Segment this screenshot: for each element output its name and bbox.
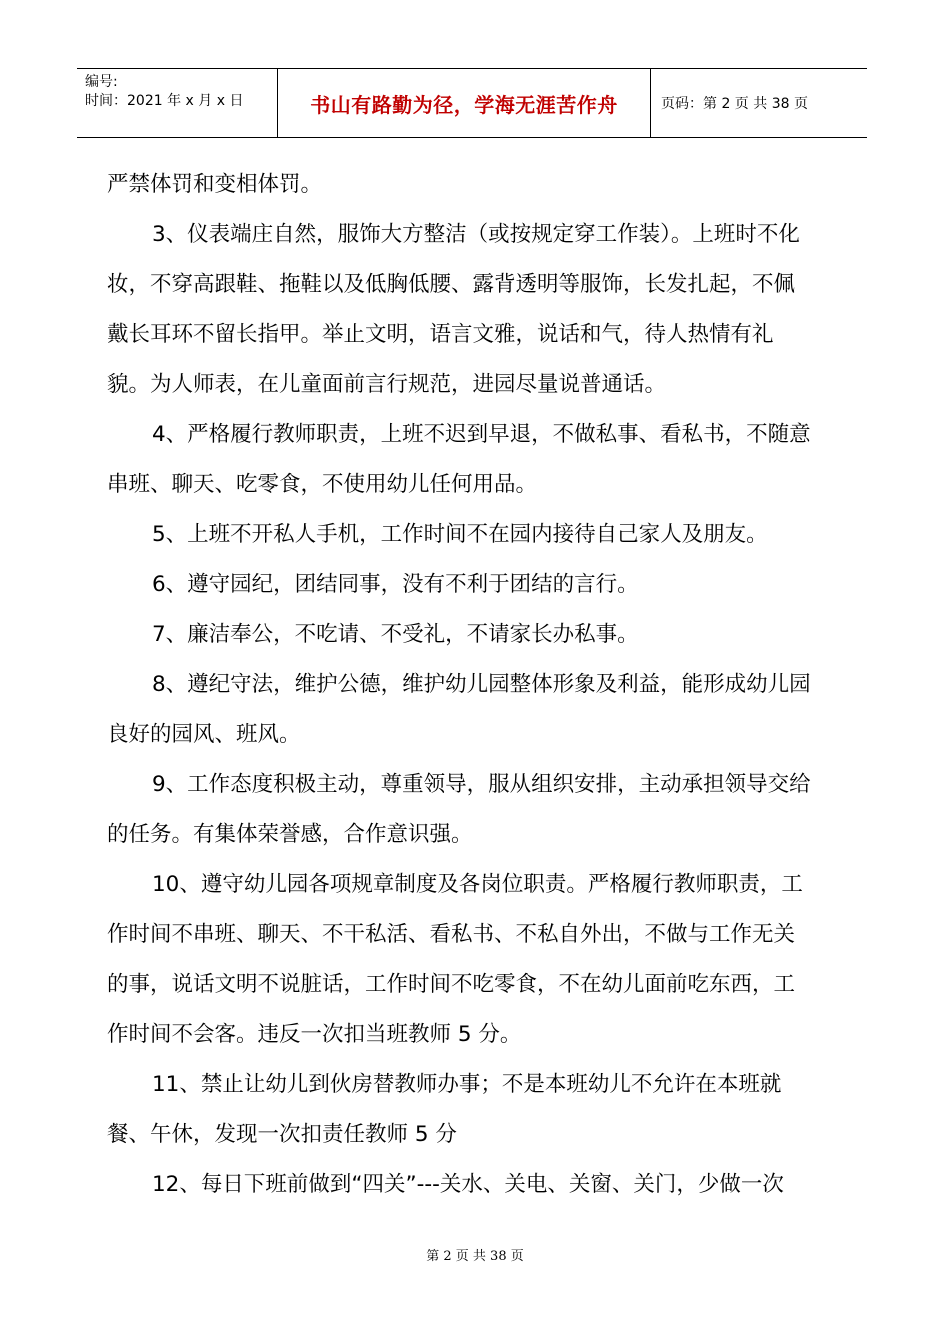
body-text-line: 餐、午休，发现一次扣责任教师 5 分 [107, 1122, 457, 1147]
header-motto-cell [278, 69, 651, 137]
footer-page-number: 第 2 页 共 38 页 [426, 1249, 524, 1264]
header-meta-cell [77, 69, 278, 137]
body-text-line: 12、每日下班前做到“四关”---关水、关电、关窗、关门，少做一次 [152, 1172, 784, 1197]
body-text-line: 5、上班不开私人手机，工作时间不在园内接待自己家人及朋友。 [152, 522, 768, 547]
body-text-line: 11、禁止让幼儿到伙房替教师办事；不是本班幼儿不允许在本班就 [152, 1072, 782, 1097]
body-text-line: 戴长耳环不留长指甲。举止文明，语言文雅，说话和气，待人热情有礼 [107, 322, 774, 347]
header-page-cell [651, 69, 867, 137]
body-text-line: 的任务。有集体荣誉感，合作意识强。 [107, 822, 473, 847]
body-text-line: 作时间不会客。违反一次扣当班教师 5 分。 [107, 1022, 522, 1047]
document-body [107, 160, 842, 1210]
page-footer [0, 1245, 950, 1264]
body-text-line: 良好的园风、班风。 [107, 722, 301, 747]
document-header [77, 68, 867, 138]
serial-number-label: 编号: [85, 74, 118, 90]
motto-text: 书山有路勤为径，学海无涯苦作舟 [310, 92, 618, 117]
body-text-line: 串班、聊天、吃零食，不使用幼儿任何用品。 [107, 472, 538, 497]
body-text-line: 严禁体罚和变相体罚。 [107, 172, 323, 197]
body-text-line: 作时间不串班、聊天、不干私活、看私书、不私自外出，不做与工作无关 [107, 922, 796, 947]
body-text-line: 妆，不穿高跟鞋、拖鞋以及低胸低腰、露背透明等服饰，长发扎起，不佩 [107, 272, 796, 297]
body-text-line: 8、遵纪守法，维护公德，维护幼儿园整体形象及利益，能形成幼儿园 [152, 672, 811, 697]
body-text-line: 3、仪表端庄自然，服饰大方整洁（或按规定穿工作装）。上班时不化 [152, 222, 800, 247]
body-text-line: 10、遵守幼儿园各项规章制度及各岗位职责。严格履行教师职责，工 [152, 872, 803, 897]
body-text-line: 的事，说话文明不说脏话，工作时间不吃零食，不在幼儿面前吃东西，工 [107, 972, 796, 997]
body-text-line: 6、遵守园纪，团结同事，没有不利于团结的言行。 [152, 572, 639, 597]
body-text-line: 4、严格履行教师职责，上班不迟到早退，不做私事、看私书，不随意 [152, 422, 811, 447]
body-text-line: 貌。为人师表，在儿童面前言行规范，进园尽量说普通话。 [107, 372, 667, 397]
body-text-line: 7、廉洁奉公，不吃请、不受礼，不请家长办私事。 [152, 622, 639, 647]
body-text-line: 9、工作态度积极主动，尊重领导，服从组织安排，主动承担领导交给 [152, 772, 811, 797]
date-label: 时间：2021 年 x 月 x 日 [85, 93, 244, 109]
page-info: 页码：第 2 页 共 38 页 [661, 96, 808, 112]
